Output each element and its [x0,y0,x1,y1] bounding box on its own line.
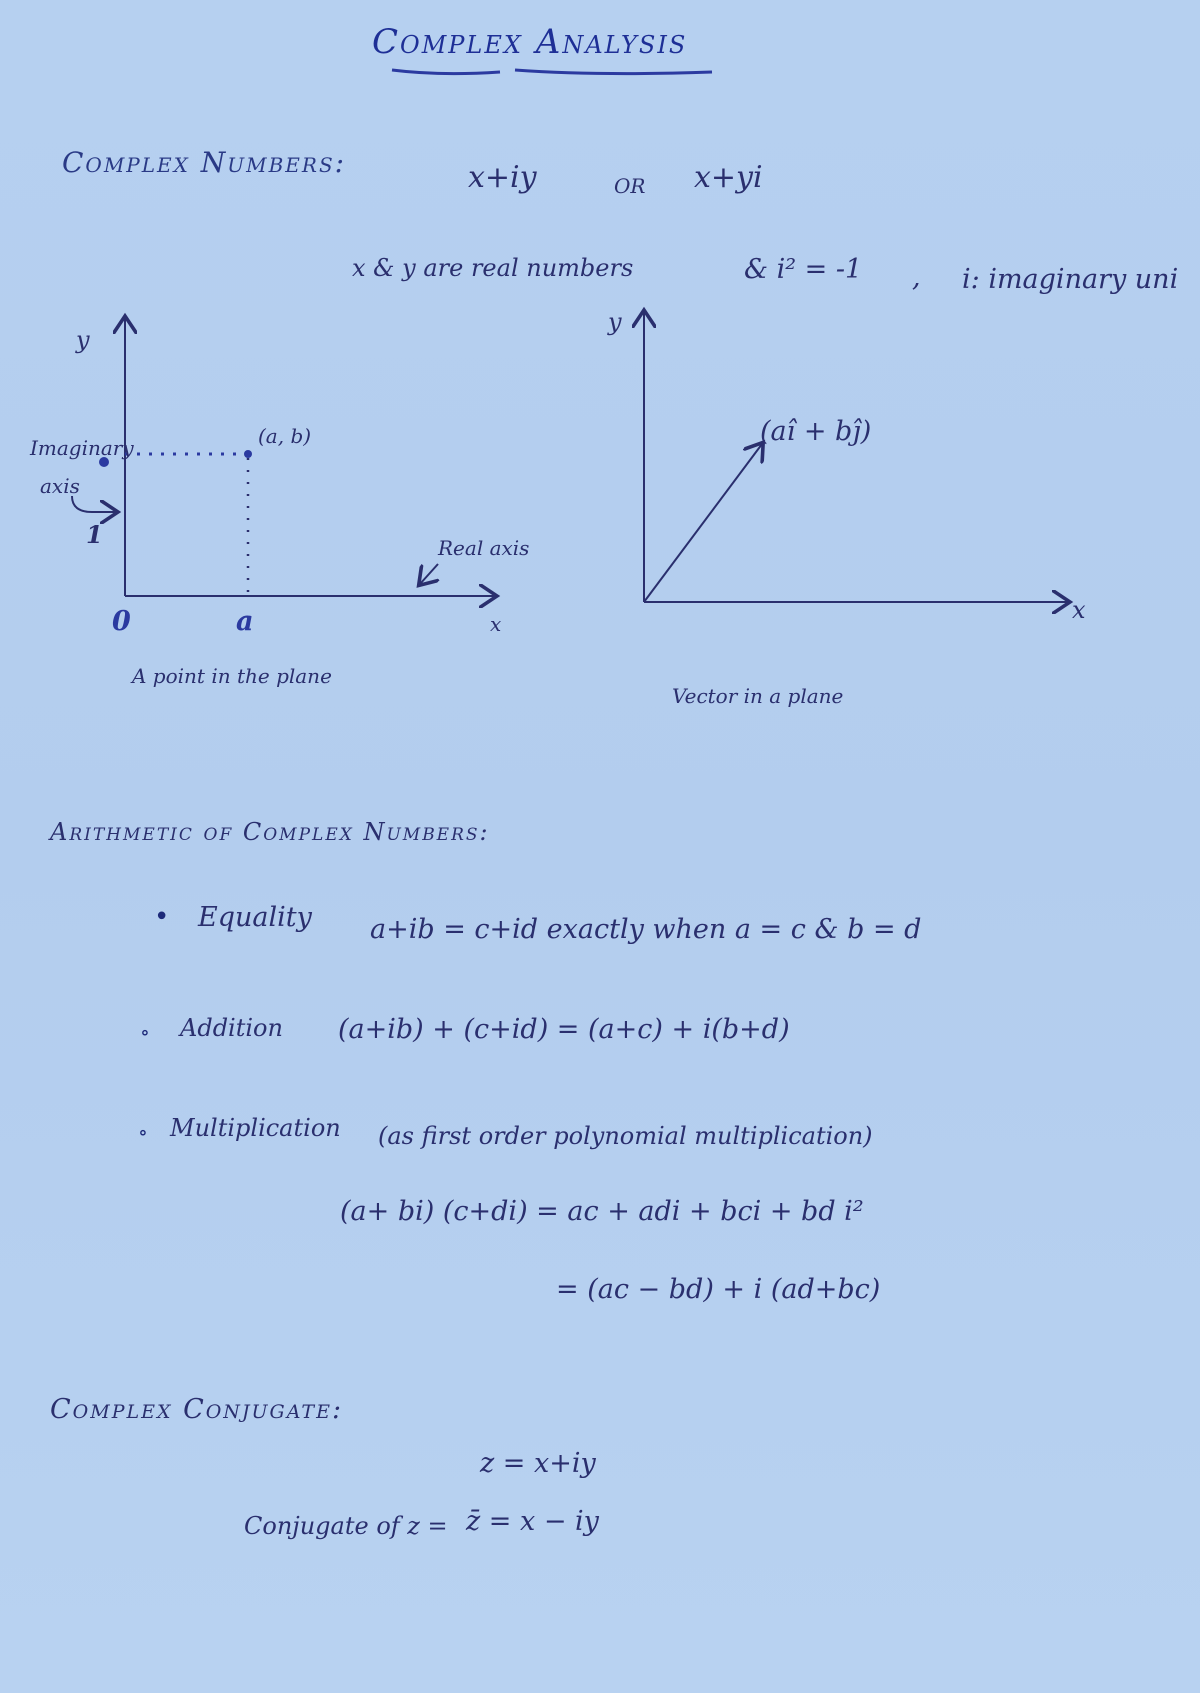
z-definition: z = x+iy [480,1448,596,1479]
origin-label: 0 [112,606,131,637]
multiplication-name: Multiplication [170,1114,341,1142]
real-axis-label: Real axis [438,536,530,560]
point-caption: A point in the plane [132,664,332,688]
addition-expression: (a+ib) + (c+id) = (a+c) + i(b+d) [338,1014,790,1045]
point-ab [244,450,252,458]
or-label: OR [614,174,646,198]
imaginary-axis-label-2: axis [40,474,80,498]
equality-bullet: • [154,902,170,932]
unit-one-label: 1 [86,520,103,549]
right-x-label: x [1072,596,1086,624]
real-axis-pointer [420,564,438,584]
imaginary-unit-definition: i: imaginary uni [962,264,1179,295]
unit-hook-arrow [72,496,116,512]
equality-name: Equality [198,902,312,933]
multiplication-bullet: ∘ [138,1120,148,1144]
conjugate-heading: Complex Conjugate: [50,1394,344,1425]
i-squared-definition: & i² = -1 [744,254,863,285]
addition-name: Addition [180,1014,283,1042]
form-x-plus-iy: x+iy [468,160,537,195]
left-x-label: x [490,612,502,636]
vector-arrow [644,444,762,602]
point-ab-label: (a, b) [258,424,312,448]
complex-numbers-heading: Complex Numbers: [62,146,347,179]
page-title: Complex Analysis [372,22,688,62]
conjugate-label: Conjugate of z = [244,1512,448,1540]
real-numbers-definition: x & y are real numbers [352,254,634,282]
multiplication-line-1: (a+ bi) (c+di) = ac + adi + bci + bd i² [340,1196,864,1227]
vector-label: (aî + bĵ) [760,416,872,447]
a-label: a [236,606,254,637]
right-y-label: y [608,308,622,336]
imaginary-axis-label: Imaginary [30,436,134,460]
conjugate-expression: z̄ = x − iy [466,1506,599,1537]
addition-bullet: ∘ [140,1020,150,1044]
comma: , [912,262,921,293]
form-x-plus-yi: x+yi [694,160,763,195]
vector-caption: Vector in a plane [672,684,844,708]
equality-expression: a+ib = c+id exactly when a = c & b = d [370,914,922,945]
left-y-label: y [76,326,90,354]
multiplication-note: (as first order polynomial multiplication) [378,1122,873,1150]
arithmetic-heading: Arithmetic of Complex Numbers: [50,818,490,846]
multiplication-line-2: = (ac − bd) + i (ad+bc) [556,1274,881,1305]
